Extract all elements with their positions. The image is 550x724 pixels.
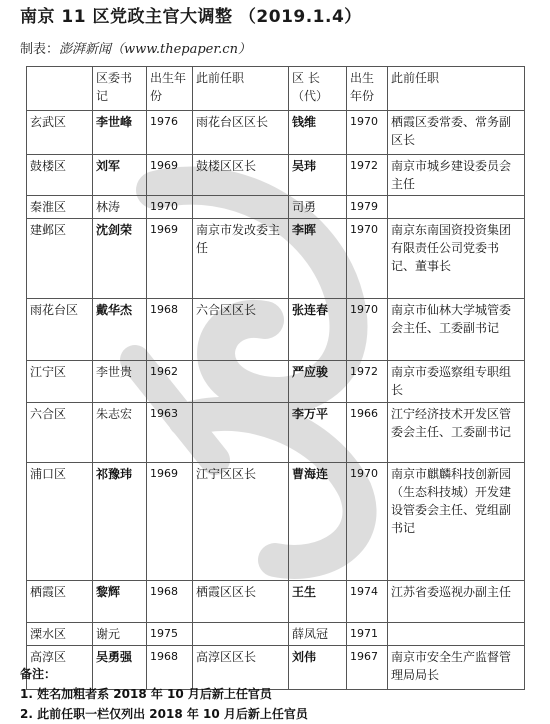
credit-source: 澎湃新闻（www.thepaper.cn） — [59, 42, 251, 57]
mayor-prev-cell: 江苏省委巡视办副主任 — [388, 581, 525, 623]
sec-born-cell: 1969 — [147, 219, 193, 299]
secretary-cell: 祁豫玮 — [93, 463, 147, 581]
sec-prev-cell — [193, 361, 289, 403]
mayor-cell: 司勇 — [289, 196, 347, 219]
mayor-cell: 李万平 — [289, 403, 347, 463]
district-cell: 溧水区 — [27, 623, 93, 646]
secretary-cell: 谢元 — [93, 623, 147, 646]
district-cell: 玄武区 — [27, 111, 93, 155]
sec-born-cell: 1969 — [147, 463, 193, 581]
secretary-cell: 林涛 — [93, 196, 147, 219]
mayor-prev-cell: 南京市城乡建设委员会主任 — [388, 155, 525, 196]
mayor-prev-cell — [388, 623, 525, 646]
sec-born-cell: 1962 — [147, 361, 193, 403]
sec-born-cell: 1968 — [147, 581, 193, 623]
sec-prev-cell: 南京市发改委主任 — [193, 219, 289, 299]
header-sec-born: 出生年份 — [147, 67, 193, 111]
header-sec-prev: 此前任职 — [193, 67, 289, 111]
mayor-born-cell: 1972 — [347, 155, 388, 196]
secretary-cell: 刘军 — [93, 155, 147, 196]
notes — [20, 664, 308, 724]
mayor-prev-cell: 南京市仙林大学城管委会主任、工委副书记 — [388, 299, 525, 361]
mayor-born-cell: 1970 — [347, 111, 388, 155]
mayor-born-cell: 1970 — [347, 299, 388, 361]
header-secretary: 区委书记 — [93, 67, 147, 111]
mayor-prev-cell: 栖霞区委常委、常务副区长 — [388, 111, 525, 155]
sec-born-cell: 1968 — [147, 299, 193, 361]
table-header-row — [27, 67, 525, 111]
sec-born-cell: 1968 — [147, 646, 193, 690]
secretary-cell: 李世峰 — [93, 111, 147, 155]
mayor-born-cell: 1966 — [347, 403, 388, 463]
header-mayor-prev: 此前任职 — [388, 67, 525, 111]
mayor-born-cell: 1971 — [347, 623, 388, 646]
sec-born-cell: 1970 — [147, 196, 193, 219]
header-mayor: 区 长（代） — [289, 67, 347, 111]
district-cell: 六合区 — [27, 403, 93, 463]
mayor-cell: 严应骏 — [289, 361, 347, 403]
sec-prev-cell — [193, 623, 289, 646]
secretary-cell: 黎辉 — [93, 581, 147, 623]
sec-born-cell: 1975 — [147, 623, 193, 646]
officials-table — [26, 66, 525, 690]
table-row — [27, 463, 525, 581]
sec-prev-cell: 鼓楼区区长 — [193, 155, 289, 196]
note-item-1: 1. 姓名加粗者系 2018 年 10 月后新上任官员 — [20, 687, 272, 701]
table-row — [27, 361, 525, 403]
mayor-cell: 薛凤冠 — [289, 623, 347, 646]
district-cell: 建邺区 — [27, 219, 93, 299]
sec-prev-cell — [193, 403, 289, 463]
secretary-cell: 戴华杰 — [93, 299, 147, 361]
mayor-prev-cell: 南京市麒麟科技创新园（生态科技城）开发建设管委会主任、党组副书记 — [388, 463, 525, 581]
table-row — [27, 196, 525, 219]
mayor-cell: 张连春 — [289, 299, 347, 361]
table-row — [27, 581, 525, 623]
district-cell: 江宁区 — [27, 361, 93, 403]
mayor-prev-cell — [388, 196, 525, 219]
credit-line — [20, 38, 251, 57]
mayor-born-cell: 1967 — [347, 646, 388, 690]
mayor-cell: 刘伟 — [289, 646, 347, 690]
mayor-cell: 吴玮 — [289, 155, 347, 196]
sec-born-cell: 1976 — [147, 111, 193, 155]
table-row — [27, 155, 525, 196]
mayor-prev-cell: 南京市委巡察组专职组长 — [388, 361, 525, 403]
district-cell: 鼓楼区 — [27, 155, 93, 196]
table-row — [27, 299, 525, 361]
sec-born-cell: 1963 — [147, 403, 193, 463]
mayor-cell: 曹海连 — [289, 463, 347, 581]
secretary-cell: 朱志宏 — [93, 403, 147, 463]
sec-prev-cell — [193, 196, 289, 219]
mayor-cell: 钱维 — [289, 111, 347, 155]
sec-prev-cell: 江宁区区长 — [193, 463, 289, 581]
mayor-cell: 王生 — [289, 581, 347, 623]
sec-prev-cell: 六合区区长 — [193, 299, 289, 361]
table-row — [27, 111, 525, 155]
mayor-born-cell: 1972 — [347, 361, 388, 403]
mayor-prev-cell: 江宁经济技术开发区管委会主任、工委副书记 — [388, 403, 525, 463]
sec-prev-cell: 栖霞区区长 — [193, 581, 289, 623]
table-row — [27, 219, 525, 299]
mayor-born-cell: 1979 — [347, 196, 388, 219]
mayor-cell: 李晖 — [289, 219, 347, 299]
table-body — [27, 111, 525, 690]
district-cell: 栖霞区 — [27, 581, 93, 623]
district-cell: 高淳区 — [27, 646, 93, 690]
secretary-cell: 李世贵 — [93, 361, 147, 403]
sec-prev-cell: 高淳区区长 — [193, 646, 289, 690]
secretary-cell: 沈剑荣 — [93, 219, 147, 299]
mayor-born-cell: 1974 — [347, 581, 388, 623]
page-title: 南京 11 区党政主官大调整 （2019.1.4） — [20, 7, 362, 27]
credit-label: 制表： — [20, 42, 60, 57]
mayor-born-cell: 1970 — [347, 463, 388, 581]
mayor-prev-cell: 南京东南国资投资集团有限责任公司党委书记、董事长 — [388, 219, 525, 299]
sec-born-cell: 1969 — [147, 155, 193, 196]
mayor-prev-cell: 南京市安全生产监督管理局局长 — [388, 646, 525, 690]
mayor-born-cell: 1970 — [347, 219, 388, 299]
header-district — [27, 67, 93, 111]
notes-heading: 备注： — [20, 667, 57, 681]
note-item-2: 2. 此前任职一栏仅列出 2018 年 10 月后新上任官员 — [20, 707, 308, 721]
table-row — [27, 403, 525, 463]
secretary-cell: 吴勇强 — [93, 646, 147, 690]
district-cell: 浦口区 — [27, 463, 93, 581]
table-row — [27, 623, 525, 646]
district-cell: 雨花台区 — [27, 299, 93, 361]
sec-prev-cell: 雨花台区区长 — [193, 111, 289, 155]
header-mayor-born: 出生年份 — [347, 67, 388, 111]
district-cell: 秦淮区 — [27, 196, 93, 219]
